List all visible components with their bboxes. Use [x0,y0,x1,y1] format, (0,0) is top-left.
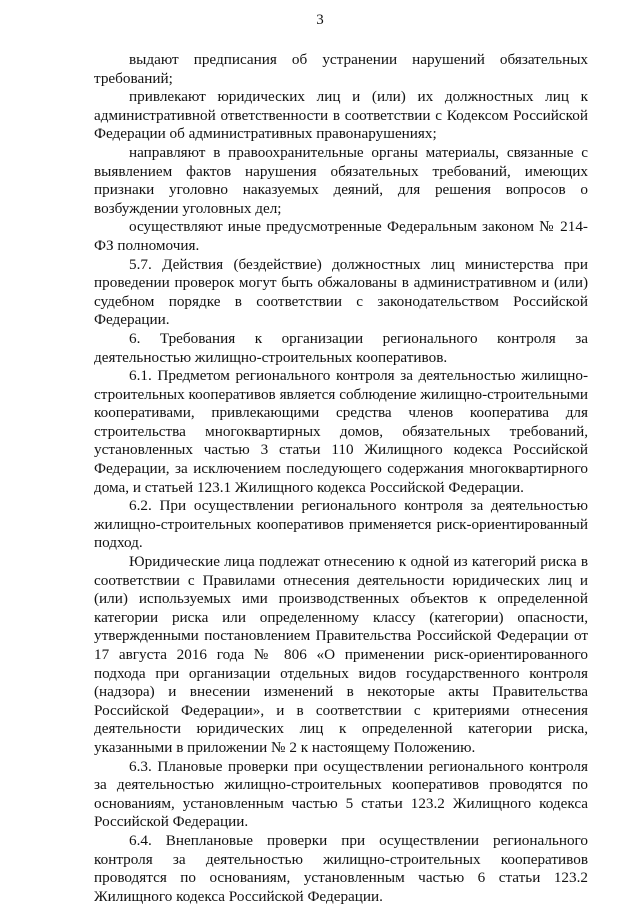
page-number: 3 [316,12,324,28]
paragraph-law-enforcement-materials: направляют в правоохранительные органы материалы, связанные с выявлением фактов нарушения обязательных требований, имеющих признаки уголовно наказуемых деяний, для решения вопросов о возбуждении уголовных дел; [94,143,588,217]
paragraph-6-1: 6.1. Предметом регионального контроля за деятельностью жилищно-строительных кооперативов является соблюдение жилищно-строительными кооперативами, привлекающими средства членов кооператива для строительства многоквартирных домов, обязательных требований, установленных частью 3 статьи 110 Жилищного кодекса Российской Федерации, за исключением последующего содержания многоквартирного дома, и статьей 123.1 Жилищного кодекса Российской Федерации. [94,367,588,496]
paragraph-other-powers: осуществляют иные предусмотренные Федеральным законом № 214-ФЗ полномочия. [94,218,588,254]
paragraph-6-4: 6.4. Внеплановые проверки при осуществлении регионального контроля за деятельностью жилищно-строительных кооперативов проводятся по основаниям, установленным частью 6 статьи 123.2 Жилищного кодекса Российской Федерации. [94,831,588,905]
paragraph-issue-orders: выдают предписания об устранении нарушений обязательных требований; [94,51,588,87]
document-body [94,51,588,906]
paragraph-5-7: 5.7. Действия (бездействие) должностных лиц министерства при проведении проверок могут быть обжалованы в административном и (или) судебном порядке в соответствии с законодательством Российской Федерации. [94,255,588,329]
paragraph-administrative-liability: привлекают юридических лиц и (или) их должностных лиц к административной ответственности в соответствии с Кодексом Российской Федерации об административных правонарушениях; [94,88,588,143]
paragraph-risk-categories: Юридические лица подлежат отнесению к одной из категорий риска в соответствии с Правилами отнесения деятельности юридических лиц и (или) используемых ими производственных объектов к определенной категории риска или определенному классу (категории) опасности, утвержденными постановлением Правительства Российской Федерации от 17 августа 2016 года № 806 «О применении риск-ориентированного подхода при организации отдельных видов государственного контроля (надзора) и внесении изменений в некоторые акты Правительства Российской Федерации», и в соответствии с критериями отнесения деятельности юридических лиц к определенной категории риска, указанными в приложении № 2 к настоящему Положению. [94,553,588,756]
paragraph-6-heading: 6. Требования к организации регионального контроля за деятельностью жилищно-строительных кооперативов. [94,329,588,366]
paragraph-6-2: 6.2. При осуществлении регионального контроля за деятельностью жилищно-строительных кооперативов применяется риск-ориентированный подход. [94,497,588,552]
paragraph-6-3: 6.3. Плановые проверки при осуществлении регионального контроля за деятельностью жилищно-строительных кооперативов проводятся по основаниям, установленным частью 5 статьи 123.2 Жилищного кодекса Российской Федерации. [94,757,588,831]
